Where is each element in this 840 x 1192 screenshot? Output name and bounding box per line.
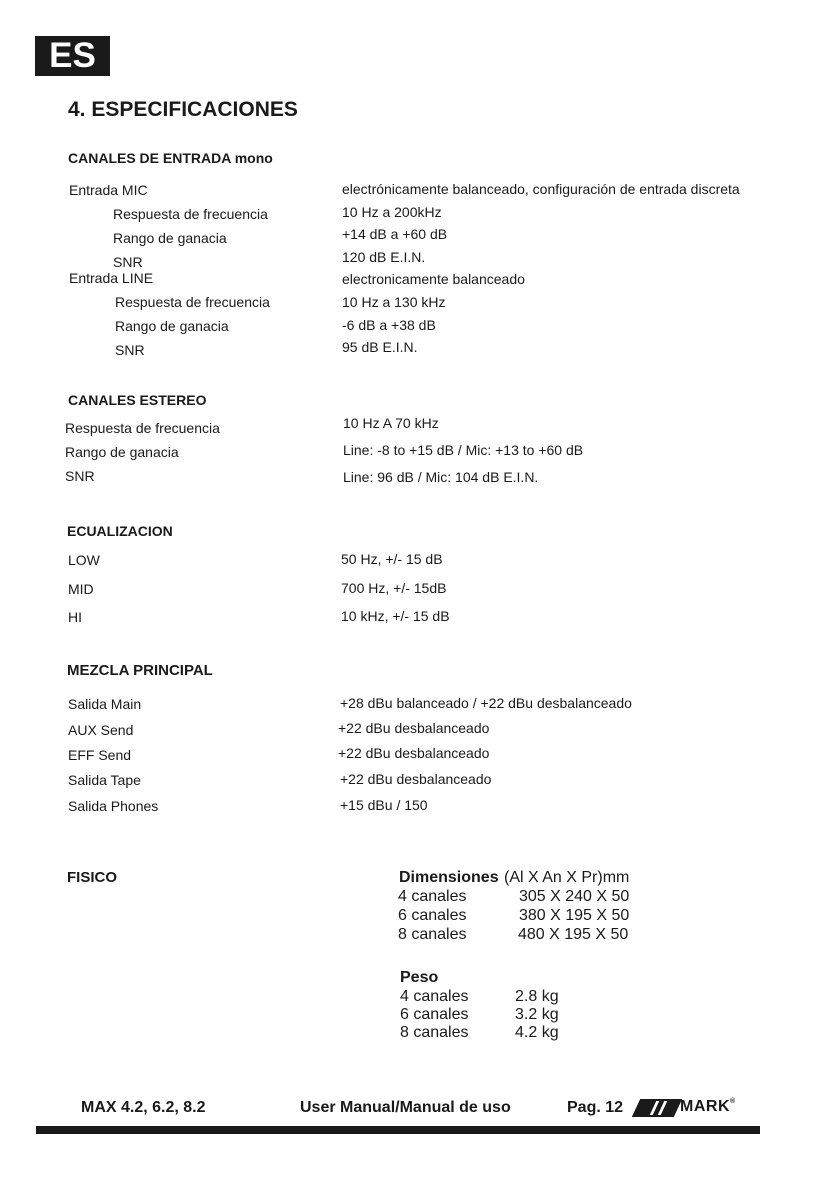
footer-models: MAX 4.2, 6.2, 8.2 — [81, 1099, 206, 1116]
spec-label: Salida Tape — [68, 772, 141, 788]
spec-value: +28 dBu balanceado / +22 dBu desbalanceado — [340, 695, 632, 711]
spec-value: +22 dBu desbalanceado — [338, 745, 490, 761]
weight-model: 8 canales — [400, 1024, 469, 1041]
dimensions-model: 4 canales — [398, 888, 467, 905]
spec-label: Rango de ganacia — [65, 444, 179, 460]
spec-value: 95 dB E.I.N. — [342, 339, 418, 355]
dimensions-value: 380 X 195 X 50 — [519, 907, 630, 924]
weight-model: 6 canales — [400, 1006, 469, 1023]
spec-label: Entrada LINE — [69, 270, 154, 286]
spec-value: 10 Hz A 70 kHz — [343, 415, 439, 431]
section-heading-entrada: CANALES DE ENTRADA mono — [68, 150, 273, 166]
spec-value: +15 dBu / 150 — [340, 797, 428, 813]
spec-value: electronicamente balanceado — [342, 271, 525, 287]
spec-label: LOW — [68, 552, 100, 568]
spec-label: SNR — [65, 468, 95, 484]
spec-value: +22 dBu desbalanceado — [340, 771, 492, 787]
footer-page-number: Pag. 12 — [567, 1099, 624, 1116]
spec-value: 10 Hz a 200kHz — [342, 204, 442, 220]
dimensions-heading: Dimensiones — [399, 869, 499, 886]
weight-heading: Peso — [400, 969, 439, 986]
spec-label: Respuesta de frecuencia — [115, 294, 270, 310]
spec-value: Line: -8 to +15 dB / Mic: +13 to +60 dB — [343, 442, 584, 458]
footer-manual: User Manual/Manual de uso — [300, 1099, 511, 1116]
spec-value: 700 Hz, +/- 15dB — [341, 580, 447, 596]
spec-label: Rango de ganacia — [113, 230, 227, 246]
spec-label: Respuesta de frecuencia — [113, 206, 268, 222]
spec-value: Line: 96 dB / Mic: 104 dB E.I.N. — [343, 469, 539, 485]
language-badge: ES — [35, 36, 110, 76]
dimensions-value: 480 X 195 X 50 — [518, 926, 629, 943]
dimensions-model: 6 canales — [398, 907, 467, 924]
dimensions-unit: (Al X An X Pr)mm — [504, 869, 630, 886]
spec-value: +14 dB a +60 dB — [342, 226, 448, 242]
spec-value: 10 kHz, +/- 15 dB — [341, 608, 450, 624]
spec-label: Rango de ganacia — [115, 318, 229, 334]
spec-label: AUX Send — [68, 722, 134, 738]
spec-label: SNR — [113, 254, 143, 270]
spec-value: electrónicamente balanceado, configuración de entrada discreta — [342, 181, 740, 197]
spec-label: MID — [68, 581, 94, 597]
spec-label: HI — [68, 609, 82, 625]
spec-value: 50 Hz, +/- 15 dB — [341, 551, 443, 567]
spec-label: SNR — [115, 342, 145, 358]
section-heading-estereo: CANALES ESTEREO — [68, 392, 207, 408]
footer-rule — [36, 1126, 760, 1134]
spec-label: Respuesta de frecuencia — [65, 420, 220, 436]
section-heading-mezcla: MEZCLA PRINCIPAL — [67, 662, 213, 679]
mark-logo-icon — [632, 1099, 682, 1117]
spec-label: Salida Phones — [68, 798, 159, 814]
spec-value: 10 Hz a 130 kHz — [342, 294, 446, 310]
weight-value: 3.2 kg — [515, 1006, 559, 1023]
dimensions-model: 8 canales — [398, 926, 467, 943]
spec-value: 120 dB E.I.N. — [342, 249, 426, 265]
spec-value: +22 dBu desbalanceado — [338, 720, 490, 736]
spec-label: EFF Send — [68, 747, 132, 763]
weight-model: 4 canales — [400, 988, 469, 1005]
weight-value: 2.8 kg — [515, 988, 559, 1005]
page-title: 4. ESPECIFICACIONES — [68, 98, 298, 121]
spec-value: -6 dB a +38 dB — [342, 317, 436, 333]
section-heading-ecualizacion: ECUALIZACION — [67, 523, 173, 539]
mark-logo-text: MARK® — [680, 1098, 736, 1115]
weight-value: 4.2 kg — [515, 1024, 559, 1041]
spec-label: Salida Main — [68, 696, 142, 712]
section-heading-fisico: FISICO — [67, 869, 118, 886]
dimensions-value: 305 X 240 X 50 — [519, 888, 630, 905]
spec-label: Entrada MIC — [69, 182, 148, 198]
